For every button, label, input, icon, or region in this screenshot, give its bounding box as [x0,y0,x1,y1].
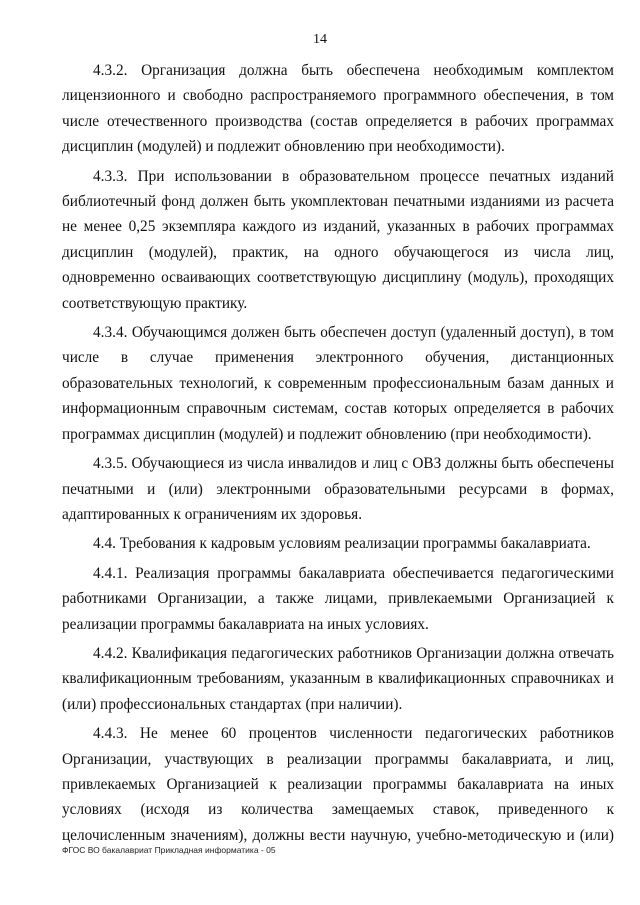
paragraph-4-3-5 [62,451,614,527]
text-line: не менее 0,25 экземпляра каждого из изданий, указанных в рабочих программах [62,218,614,236]
paragraph-4-3-4 [62,320,614,447]
text-line: библиотечный фонд должен быть укомплектован печатными изданиями из расчета [62,193,614,211]
text-line: адаптированных к ограничениям их здоровья. [62,505,363,523]
paragraph-4-4-2 [62,641,614,717]
text-line: числе отечественного производства (состав определяется в рабочих программах [62,112,614,130]
text-line: 4.3.5. Обучающиеся из числа инвалидов и лиц с ОВЗ должны быть обеспечены [93,455,614,473]
paragraph-4-4 [62,531,614,556]
text-line: условиях (исходя из количества замещаемых ставок, приведенного к [62,801,614,819]
text-line: 4.3.2. Организация должна быть обеспечена необходимым комплектом [93,62,614,79]
document-body [62,58,614,852]
text-line: печатными и (или) электронными образовательными ресурсами в формах, [62,480,614,498]
page-number: 14 [313,32,327,47]
text-line: Организации, участвующих в реализации программы бакалавриата, и лиц, [62,750,614,768]
text-line: 4.3.3. При использовании в образовательном процессе печатных изданий [93,167,614,185]
document-footer: ФГОС ВО бакалавриат Прикладная информатика - 05 [62,845,276,855]
text-line: 4.4. Требования к кадровым условиям реализации программы бакалавриата. [93,535,591,553]
text-line: соответствующую практику. [62,294,248,312]
paragraph-4-3-2 [62,58,614,160]
text-line: (или) профессиональных стандартах (при наличии). [62,695,403,713]
text-line: одновременно осваивающих соответствующую дисциплину (модуль), проходящих [62,269,614,287]
text-line: квалификационным требованиям, указанным в квалификационных справочниках и [62,670,614,688]
paragraph-4-4-1 [62,561,614,637]
text-line: информационным справочным системам, состав которых определяется в рабочих [62,400,614,418]
text-line: лицензионного и свободно распространяемого программного обеспечения, в том [62,87,614,105]
text-line: образовательных технологий, к современным профессиональным базам данных и [62,374,614,392]
text-line: работниками Организации, а также лицами, привлекаемыми Организацией к [62,590,614,608]
text-line: программах дисциплин (модулей) и подлежит обновлению (при необходимости). [62,425,592,443]
text-line: 4.4.2. Квалификация педагогических работников Организации должна отвечать [93,644,614,662]
text-line: дисциплин (модулей) и подлежит обновлению при необходимости). [62,138,505,156]
text-line: привлекаемых Организацией к реализации программы бакалавриата на иных [62,775,614,793]
paragraph-4-3-3 [62,164,614,316]
text-line: 4.4.3. Не менее 60 процентов численности педагогических работников [93,725,614,743]
text-line: 4.3.4. Обучающимся должен быть обеспечен доступ (удаленный доступ), в том [93,324,614,342]
text-line: дисциплин (модулей), практик, на одного обучающегося из числа лиц, [62,243,614,261]
text-line: реализации программы бакалавриата на иных условиях. [62,615,429,633]
paragraph-4-4-3 [62,721,614,848]
text-line: целочисленным значениям), должны вести научную, учебно-методическую и (или) [62,826,614,844]
text-line: числе в случае применения электронного обучения, дистанционных [62,349,614,367]
text-line: 4.4.1. Реализация программы бакалавриата обеспечивается педагогическими [93,564,614,582]
